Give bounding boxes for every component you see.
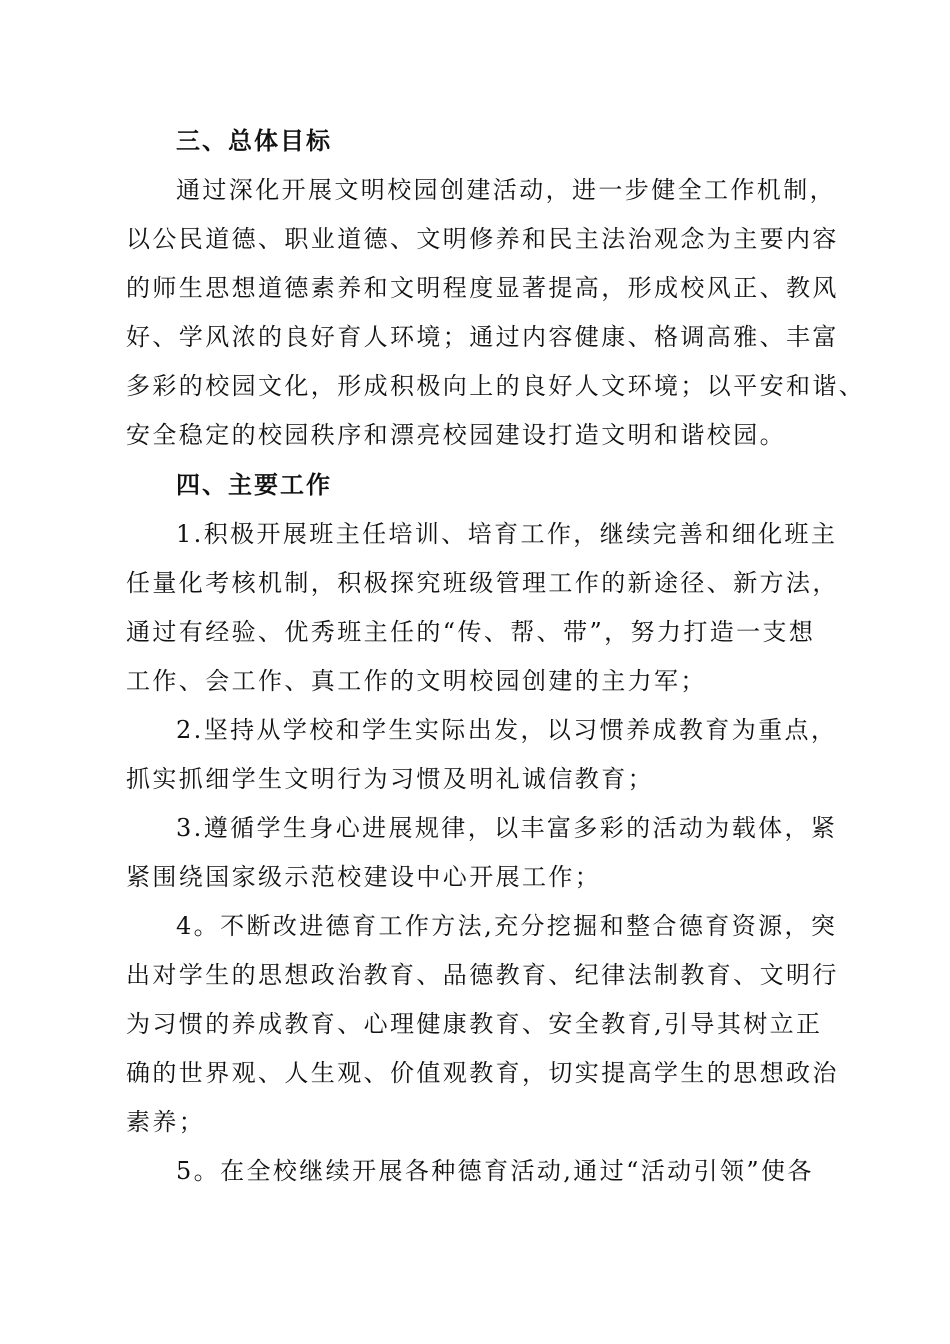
- text-line: 安全稳定的校园秩序和漂亮校园建设打造文明和谐校园。: [126, 421, 786, 449]
- paragraph-item-1: [126, 510, 839, 706]
- text-line: 好、学风浓的良好育人环境；通过内容健康、格调高雅、丰富: [126, 323, 839, 351]
- text-line: 的师生思想道德素养和文明程度显著提高，形成校风正、教风: [126, 274, 839, 302]
- text-line: 多彩的校园文化，形成积极向上的良好人文环境；以平安和谐、: [126, 372, 866, 400]
- text-line: 通过深化开展文明校园创建活动，进一步健全工作机制，: [176, 176, 836, 204]
- text-line: 通过有经验、优秀班主任的“传、帮、带”，努力打造一支想: [126, 618, 816, 646]
- text-line: 工作、会工作、真工作的文明校园创建的主力军；: [126, 667, 707, 695]
- paragraph-item-3: [126, 804, 838, 902]
- text-line: 3.遵循学生身心进展规律，以丰富多彩的活动为载体，紧: [176, 814, 838, 842]
- text-line: 4。不断改进德育工作方法,充分挖掘和整合德育资源，突: [176, 912, 838, 940]
- text-line: 紧围绕国家级示范校建设中心开展工作；: [126, 863, 602, 891]
- section-heading-main-work: 四、主要工作: [176, 471, 332, 499]
- text-line: 确的世界观、人生观、价值观教育，切实提高学生的思想政治: [126, 1059, 839, 1087]
- paragraph-overall-goals: [126, 166, 866, 460]
- document-body: [126, 116, 866, 1196]
- text-line: 素养；: [126, 1108, 206, 1136]
- text-line: 出对学生的思想政治教育、品德教育、纪律法制教育、文明行: [126, 961, 839, 989]
- text-line: 以公民道德、职业道德、文明修养和民主法治观念为主要内容: [126, 225, 839, 253]
- text-line: 为习惯的养成教育、心理健康教育、安全教育,引导其树立正: [126, 1010, 823, 1038]
- text-line: 2.坚持从学校和学生实际出发，以习惯养成教育为重点，: [176, 716, 838, 744]
- text-line: 任量化考核机制，积极探究班级管理工作的新途径、新方法，: [126, 569, 839, 597]
- text-line: 5。在全校继续开展各种德育活动,通过“活动引领”使各: [176, 1157, 814, 1185]
- paragraph-item-5: [126, 1147, 832, 1196]
- section-heading-overall-goals: 三、总体目标: [176, 127, 332, 155]
- text-line: 抓实抓细学生文明行为习惯及明礼诚信教育；: [126, 765, 654, 793]
- text-line: 1.积极开展班主任培训、培育工作，继续完善和细化班主: [176, 520, 838, 548]
- paragraph-item-2: [126, 706, 838, 804]
- paragraph-item-4: [126, 902, 839, 1147]
